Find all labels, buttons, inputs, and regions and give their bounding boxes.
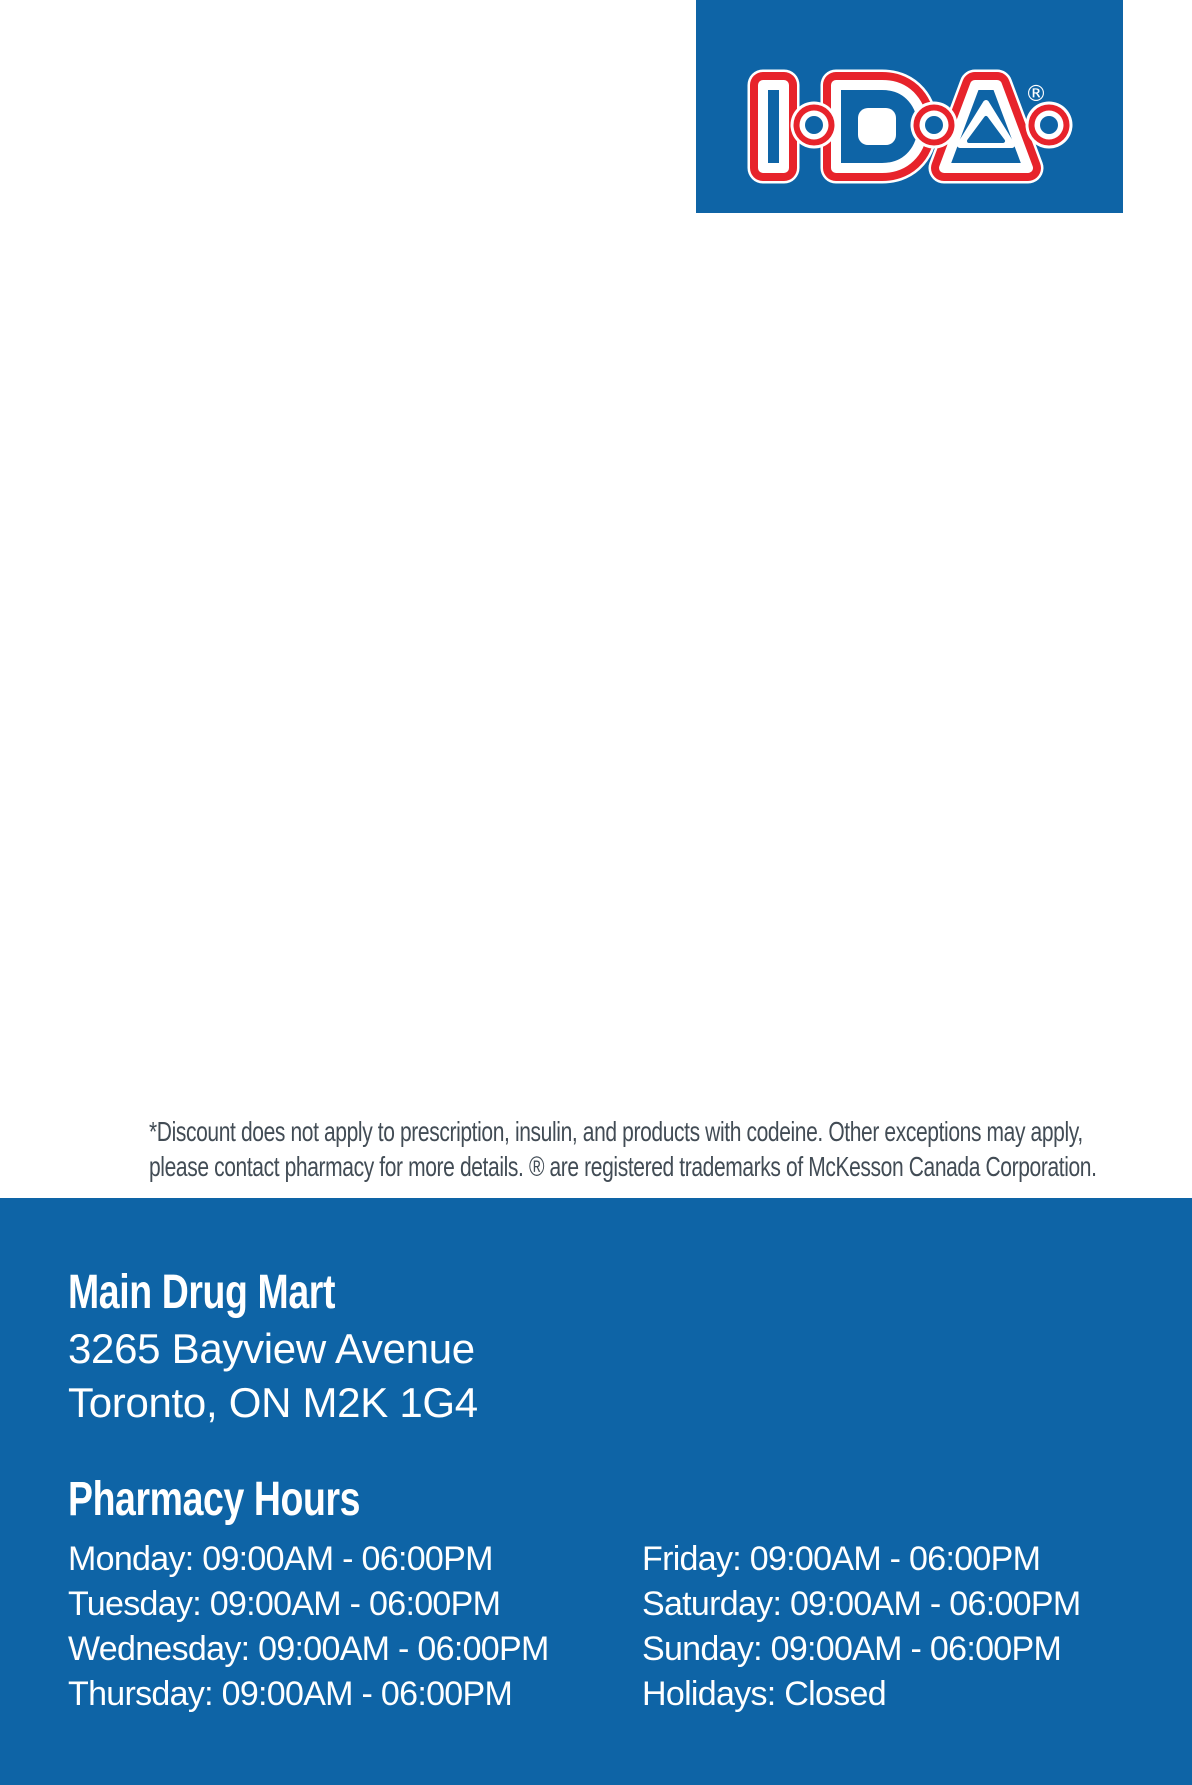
registered-trademark-icon: ® — [1025, 82, 1047, 107]
store-address-street: 3265 Bayview Avenue — [68, 1325, 475, 1372]
hours-row: Thursday: 09:00AM - 06:00PM — [68, 1675, 513, 1713]
ida-dot-3 — [1026, 102, 1073, 149]
ida-d-counter — [858, 108, 896, 145]
pharmacy-hours-title: Pharmacy Hours — [68, 1473, 361, 1526]
ida-logo-box — [696, 0, 1123, 213]
pharmacy-hours — [68, 1537, 1192, 1717]
hours-row: Saturday: 09:00AM - 06:00PM — [642, 1585, 1081, 1623]
pharmacy-hours-column-left — [68, 1537, 642, 1717]
ida-logo — [696, 0, 1123, 213]
hours-row: Wednesday: 09:00AM - 06:00PM — [68, 1630, 549, 1668]
disclaimer-line-1: *Discount does not apply to prescription, insulin, and products with codeine. Other exceptions may apply, — [149, 1116, 1083, 1147]
ida-dot-2 — [911, 102, 958, 149]
disclaimer-line-2: please contact pharmacy for more details. ® are registered trademarks of McKesson Canada Corporation. — [149, 1151, 1097, 1182]
pharmacy-hours-column-right — [642, 1537, 1080, 1717]
hours-row: Tuesday: 09:00AM - 06:00PM — [68, 1585, 501, 1623]
hours-row: Sunday: 09:00AM - 06:00PM — [642, 1630, 1062, 1668]
hours-row: Friday: 09:00AM - 06:00PM — [642, 1540, 1041, 1578]
store-address-city: Toronto, ON M2K 1G4 — [68, 1379, 478, 1426]
ida-dot-1 — [791, 102, 838, 149]
disclaimer — [149, 1114, 1097, 1184]
store-name: Main Drug Mart — [68, 1266, 336, 1319]
hours-row: Monday: 09:00AM - 06:00PM — [68, 1540, 493, 1578]
hours-row: Holidays: Closed — [642, 1675, 886, 1713]
store-info-footer — [0, 1198, 1192, 1785]
